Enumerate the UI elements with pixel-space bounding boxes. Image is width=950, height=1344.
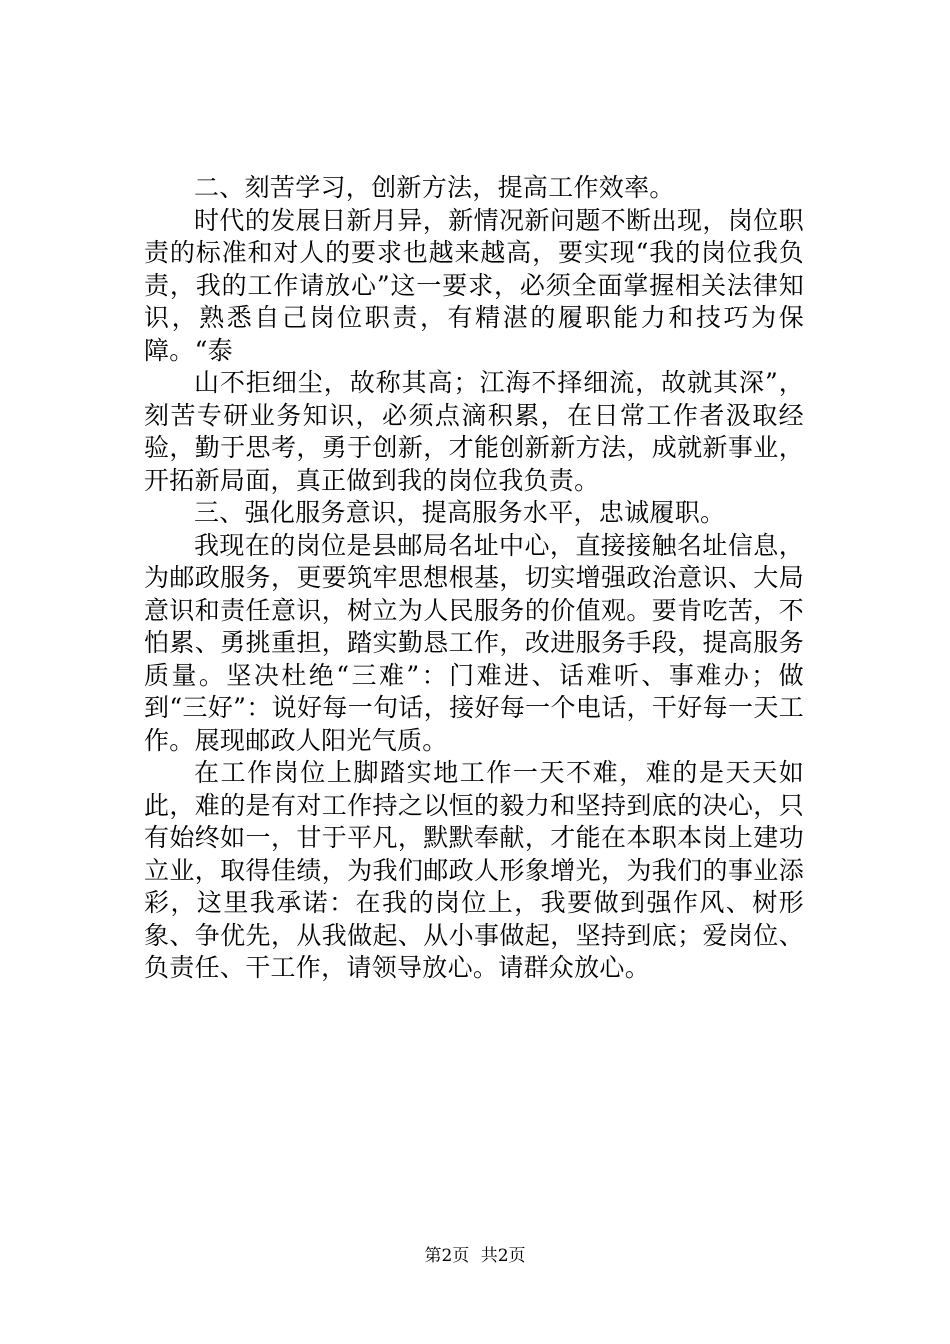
page-footer — [0, 1245, 950, 1267]
section-heading-2: 二、刻苦学习，创新方法，提高工作效率。 — [194, 173, 675, 202]
body-paragraph: 时代的发展日新月异，新情况新问题不断出现，岗位职责的标准和对人的要求也越来越高，要实现“我的岗位我负责，我的工作请放心”这一要求，必须全面掌握相关法律知识，熟悉自己岗位职责，有精湛的履职能力和技巧为保障。“泰 — [144, 205, 804, 365]
section-heading-3: 三、强化服务意识，提高服务水平，忠诚履职。 — [194, 498, 726, 527]
document-body — [144, 172, 804, 985]
body-paragraph: 山不拒细尘，故称其高；江海不择细流，故就其深”，刻苦专研业务知识，必须点滴积累，在日常工作者汲取经验，勤于思考，勇于创新，才能创新新方法，成就新事业，开拓新局面，真正做到我的岗位我负责。 — [144, 368, 804, 495]
page-number: 第2页 — [424, 1246, 470, 1266]
body-paragraph: 在工作岗位上脚踏实地工作一天不难，难的是天天如此，难的是有对工作持之以恒的毅力和坚持到底的决心，只有始终如一，甘于平凡，默默奉献，才能在本职本岗上建功立业，取得佳绩，为我们邮政人形象增光，为我们的事业添彩，这里我承诺：在我的岗位上，我要做到强作风、树形象、争优先，从我做起、从小事做起，坚持到底；爱岗位、负责任、干工作，请领导放心。请群众放心。 — [144, 758, 804, 982]
body-paragraph: 我现在的岗位是县邮局名址中心，直接接触名址信息，为邮政服务，更要筑牢思想根基，切实增强政治意识、大局意识和责任意识，树立为人民服务的价值观。要肯吃苦，不怕累、勇挑重担，踏实勤恳工作，改进服务手段，提高服务质量。坚决杜绝“三难”：门难进、话难听、事难办；做到“三好”：说好每一句话，接好每一个电话，干好每一天工作。展现邮政人阳光气质。 — [144, 530, 804, 755]
page-total: 共2页 — [480, 1246, 526, 1266]
